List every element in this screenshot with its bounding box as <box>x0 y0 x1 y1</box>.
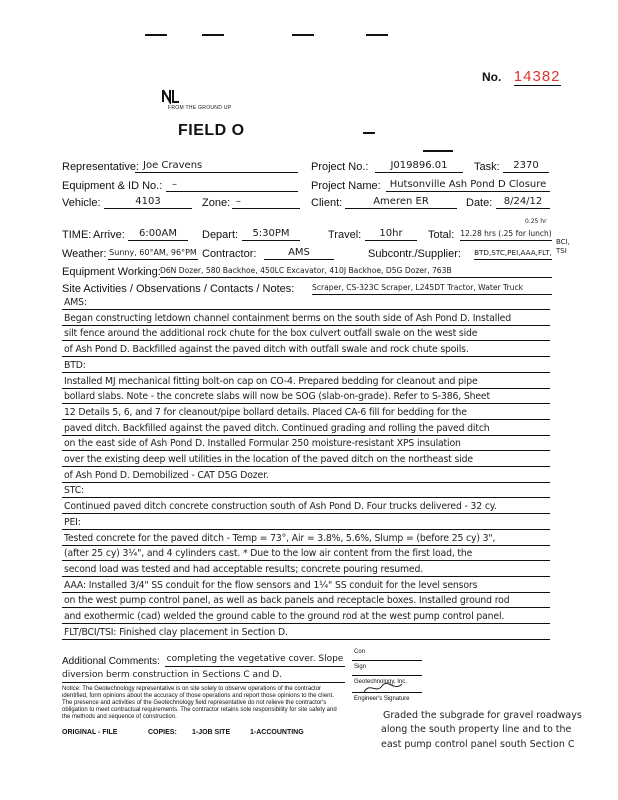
notes-line-text: BTD: <box>64 359 86 371</box>
notes-line-text: FLT/BCI/TSI: Finished clay placement in Section D. <box>64 626 288 638</box>
title-rule <box>363 132 375 134</box>
notes-rule <box>62 435 550 436</box>
total-label: Total: <box>428 229 455 241</box>
notes-rule <box>62 309 550 310</box>
notes-rule <box>62 497 550 498</box>
zone-label: Zone: <box>202 197 231 209</box>
notes-rule <box>62 325 550 326</box>
total-note: 0.25 hr <box>525 218 547 225</box>
logo-mark-icon <box>162 88 180 104</box>
additional-comments-label: Additional Comments: <box>62 656 160 667</box>
notes-line-text: PEI: <box>64 516 81 528</box>
representative-label: Representative: <box>62 161 140 173</box>
title-rule-2 <box>423 150 453 152</box>
notes-rule <box>62 450 550 451</box>
project-no-value: J019896.01 <box>375 159 463 173</box>
notes-rule <box>62 403 550 404</box>
additional-comments-line-2: diversion berm construction in Sections C and D. <box>62 669 345 683</box>
contractor-value: AMS <box>264 246 334 260</box>
notes-line-text: Installed MJ mechanical fitting bolt-on cap on CO-4. Prepared bedding for cleanout and pipe <box>64 375 478 387</box>
additional-comments-line-1: completing the vegetative cover. Slope <box>165 653 345 667</box>
notes-rule <box>62 356 550 357</box>
engineer-signature-line <box>352 692 422 693</box>
top-rule-3 <box>292 34 314 36</box>
notes-rule <box>62 607 550 608</box>
report-number-value: 14382 <box>513 68 561 85</box>
notes-rule <box>62 592 550 593</box>
notes-rule <box>62 560 550 561</box>
contractor-label: Contractor: <box>202 248 257 260</box>
report-number-label: No. <box>482 70 502 84</box>
date-value: 8/24/12 <box>496 195 550 209</box>
notes-line-text: (after 25 cy) 3¼", and 4 cylinders cast. * Due to the low air content from the first load, the <box>64 548 473 560</box>
margin-note-1: Graded the subgrade for gravel roadways <box>383 710 582 721</box>
total-value: 12.28 hrs (.25 for lunch) <box>460 227 552 241</box>
notes-line-text: on the west pump control panel, as well as back panels and receptacle boxes. Installed ground rod <box>64 595 510 607</box>
notes-line-text: Tested concrete for the paved ditch - Temp = 73°, Air = 3.8%, 5.6%, Slump = (before 25 cy) 3", <box>64 532 496 544</box>
subcontractor-value: BTD,STC,PEI,AAA,FLT, <box>474 246 552 260</box>
notes-line-text: of Ash Pond D. Demobilized - CAT D5G Dozer. <box>64 469 269 481</box>
notes-rule <box>62 419 550 420</box>
zone-value: – <box>232 195 300 209</box>
notes-rule <box>62 513 550 514</box>
notice-text: Notice: The Geotechnology representative is on site solely to observe operations of the contractor identified, form opinions about the accuracy of those operations and report those opinions to the client. The presence and activities of the Geotechnology field representative do not relieve the contractor's obligation to meet contractual requirements. The contractor retains sole responsibility for site safety and the methods and sequence of construction. <box>62 686 337 720</box>
notes-rule <box>62 372 550 373</box>
notes-line-text: of Ash Pond D. Backfilled against the paved ditch with outfall swale and rock chute spoils. <box>64 344 469 356</box>
project-name-value: Hutsonville Ash Pond D Closure <box>386 178 550 192</box>
notes-line-text: Continued paved ditch concrete construction south of Ash Pond D. Four trucks delivered - 32 cy. <box>64 501 497 513</box>
engineer-signature-mark <box>362 680 406 696</box>
form-title: FIELD O <box>178 122 245 139</box>
site-activities-label: Site Activities / Observations / Contacts / Notes: <box>62 283 295 295</box>
notes-line-text: 12 Details 5, 6, and 7 for cleanout/pipe bollard details. Placed CA-6 fill for bedding for the <box>64 406 467 418</box>
footer-copies: COPIES: <box>148 729 177 736</box>
equipment-value: – <box>166 178 298 192</box>
weather-label: Weather: <box>62 248 107 260</box>
contractor-signature-label: Con <box>354 649 366 655</box>
project-no-label: Project No.: <box>311 161 369 173</box>
notes-rule <box>62 466 550 467</box>
equipment-working-label: Equipment Working: <box>62 266 161 278</box>
arrive-value: 6:00AM <box>128 227 188 241</box>
engineer-signature-label: Engineer's Signature <box>354 696 410 702</box>
client-label: Client: <box>311 197 343 209</box>
subcontractor-extra: BCI, TSI <box>556 238 570 255</box>
notes-line-text: AAA: Installed 3/4" SS conduit for the flow sensors and 1¼" SS conduit for the level sensors <box>64 579 478 591</box>
travel-value: 10hr <box>365 227 417 241</box>
notes-line-text: silt fence around the additional rock chute for the box culvert outfall swale on the west side <box>64 328 478 340</box>
arrive-label: Arrive: <box>93 229 125 241</box>
report-number <box>482 68 561 86</box>
notes-rule <box>62 529 550 530</box>
footer-original: ORIGINAL - FILE <box>62 729 118 736</box>
sign-line <box>352 675 422 676</box>
notes-rule <box>62 639 550 640</box>
vehicle-label: Vehicle: <box>62 197 101 209</box>
footer-job-site: 1-JOB SITE <box>192 729 231 736</box>
site-activities-header-value: Scraper, CS-323C Scraper, L245DT Tractor, Water Truck <box>312 281 552 295</box>
task-value: 2370 <box>503 159 549 173</box>
geotech-label: Geotechnology, Inc. <box>354 679 407 685</box>
notes-rule <box>62 576 550 577</box>
client-value: Ameren ER <box>345 195 457 209</box>
date-label: Date: <box>466 197 493 209</box>
representative-value: Joe Cravens <box>135 159 298 173</box>
project-name-label: Project Name: <box>311 180 381 192</box>
logo-tagline: FROM THE GROUND UP <box>168 105 232 111</box>
travel-label: Travel: <box>328 229 362 241</box>
contractor-signature-line <box>352 660 422 661</box>
sign-label: Sign <box>354 664 367 670</box>
time-label: TIME: <box>62 229 92 241</box>
notes-rule <box>62 545 550 546</box>
top-rule-4 <box>366 34 388 36</box>
equipment-label: Equipment & ID No.: <box>62 180 163 192</box>
notes-line-text: on the east side of Ash Pond D. Installed Formular 250 moisture-resistant XPS insulation <box>64 438 461 450</box>
depart-value: 5:30PM <box>242 227 300 241</box>
weather-value: Sunny, 60°AM, 96°PM <box>108 246 198 260</box>
notes-rule <box>62 388 550 389</box>
top-rule-2 <box>202 34 224 36</box>
notes-rule <box>62 623 550 624</box>
footer-accounting: 1-ACCOUNTING <box>250 729 304 736</box>
notes-rule <box>62 340 550 341</box>
notes-line-text: and exothermic (cad) welded the ground cable to the ground rod at the west pump control panel. <box>64 611 505 622</box>
vehicle-value: 4103 <box>104 195 192 209</box>
margin-note-3: east pump control panel south Section C <box>381 739 575 750</box>
top-rule-1 <box>145 34 167 36</box>
notes-line-text: paved ditch. Backfilled against the paved ditch. Continued grading and rolling the paved ditch <box>64 422 490 434</box>
notes-line-text: STC: <box>64 485 85 497</box>
subcontractor-label: Subcontr./Supplier: <box>368 248 461 260</box>
equipment-working-value: D6N Dozer, 580 Backhoe, 450LC Excavator, 410J Backhoe, D5G Dozer, 763B <box>160 264 552 278</box>
depart-label: Depart: <box>202 229 239 241</box>
notes-line-text: Began constructing letdown channel containment berms on the south side of Ash Pond D. Installed <box>64 312 511 324</box>
margin-note-2: along the south property line and to the <box>381 724 572 735</box>
notes-line-text: over the existing deep well utilities in the location of the paved ditch on the northeast side <box>64 454 473 465</box>
notes-rule <box>62 482 550 483</box>
notes-line-text: second load was tested and had acceptable results; concrete pouring resumed. <box>64 563 424 575</box>
notes-line-text: AMS: <box>64 297 87 308</box>
notes-line-text: bollard slabs. Note - the concrete slabs will now be SOG (slab-on-grade). Refer to S-386, Sheet <box>64 391 490 403</box>
task-label: Task: <box>474 161 500 173</box>
